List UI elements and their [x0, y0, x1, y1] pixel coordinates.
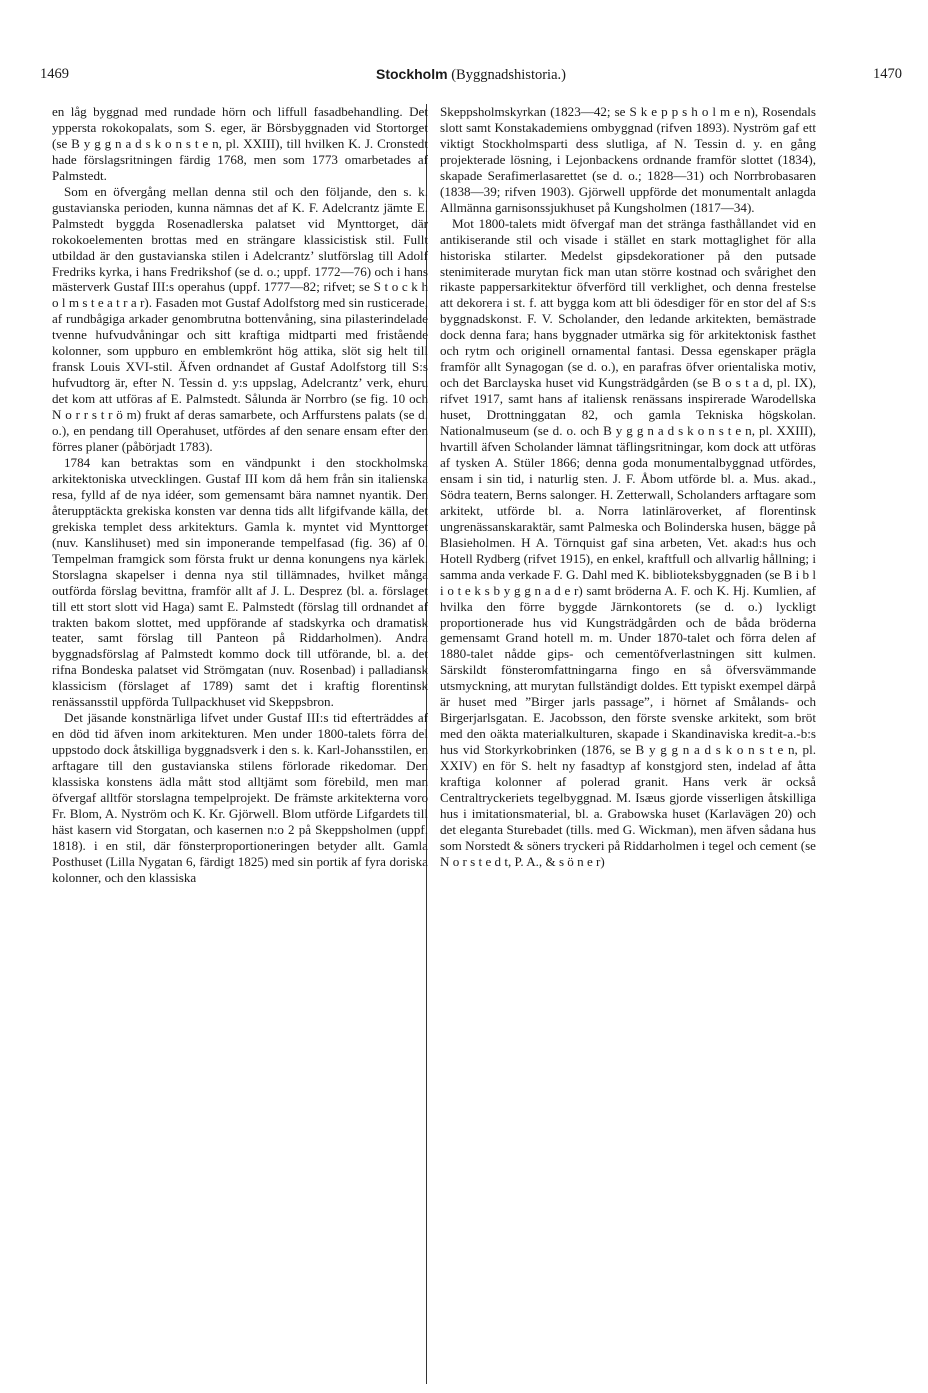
paragraph: en låg byggnad med rundade hörn och liffull fasadbehandling. Det yppersta rokokopalats, som S. eger, är Börsbyggnaden vid Stortorget (se B y g g n a d s k o n s t e n, pl. XXIII), till hvilken K. J. Cronstedt hade förslagsritningen färdig 1768, men som 1773 omarbetades af Palmstedt.	[52, 104, 428, 183]
paragraph: Som en öfvergång mellan denna stil och den följande, den s. k. gustavianska perioden, kunna nämnas det af K. F. Adelcrantz jämte E. Palmstedt byggda Rosenadlerska palatset vid Mynttorget, där rokokoelementen brottas med en strängare klassicistisk stil. Fullt utbildad är den gustavianska stilen i Adelcrantz’ slutförslag till Adolf Fredriks kyrka, i hans Fredrikshof (se d. o.; uppf. 1772—76) och i hans mästerverk Gustaf III:s operahus (uppf. 1777—82; rifvet; se S t o c k h o l m s t e a t r a r). Fasaden mot Gustaf Adolfstorg med sin rusticerade, af rundbågiga arkader genombrutna bottenvåning, sina pilasterindelade tvenne hufvudvåningar och sitt kraftiga midtparti med fristående kolonner, som uppburo en emblemkrönt hög attika, slöt sig helt till fransk Louis XVI-stil. Äfven ordnandet af Gustaf Adolfstorg till S:s hufvudtorg är, efter N. Tessin d. y:s uppslag, Adelcrantz’ verk, ehuru det kom att utföras af E. Palmstedt. Sålunda är Norrbro (se fig. 10 och N o r r s t r ö m) frukt af deras samarbete, och Arffurstens palats (se d. o.), en pendang till Operahuset, utfördes af den senare ensam efter den förres planer (påbörjadt 1783).	[52, 183, 428, 455]
paragraph: 1784 kan betraktas som en vändpunkt i den stockholmska arkitektoniska utvecklingen. Gustaf III kom då hem från sin italienska resa, fylld af de nya idéer, som gemensamt bära namnet nyantik. Den återupptäckta grekiska konsten var denna tids allt lifgifvande källa, det grekiska templet dess arkitekturs. Gamla k. myntet vid Mynttorget (nuv. Kanslihuset) med sin imponerande tempelfasad (fig. 36) af 0. Tempelman framgick som första frukt ur denna konungens nya kärlek. Storslagna skapelser i denna nya stil tillämnades, hvilket många outförda förslag bevittna, framför allt af J. L. Desprez (bl. a. förslaget till ett stort slott vid Haga) samt E. Palmstedt (förslag till ordnandet af trakten bakom slottet, med uppförande af stadskyrka och dramatisk teater, samt förslag till Panteon på Riddarholmen). Andra byggnadsförslag af Palmstedt kommo dock till utförande, bl. a. det rifna Bondeska palatset vid Strömgatan (nuv. Rosenbad) i palladiansk klassicism (förslaget af 1789) samt det i kraftig florentinsk renässansstil uppförda Tullpackhuset vid Skeppsbron.	[52, 454, 428, 710]
page-number-left: 1469	[40, 66, 69, 82]
running-title-main: Stockholm	[376, 66, 448, 82]
paragraph: Mot 1800-talets midt öfvergaf man det stränga fasthållandet vid en antikiserande stil och visade i stället en stark mottaglighet för alla historiska stilarter. Medelst gipsdekorationer på den putsade stenimiterade murytan fick man utan större kostnad och svårighet den rikaste pappersarkitektur öfverförd till verklighet, och denna frestelse att dekorera i st. f. att bygga kom att bli ödesdiger för en stor del af S:s byggnadskonst. F. V. Scholander, den ledande arkitekten, bemästrade dock denna fara; hans byggnader utmärka sig för arkitektonisk fasthet och rytm och originell ornamental fantasi. Dessa egenskaper prägla framför allt Synagogan (se d. o.), en parafras öfver orientaliska motiv, och det Barclayska huset vid Kungsträdgården (se B o s t a d, pl. IX), rifvet 1917, samt hans af italiensk renässans inspirerade Warodellska huset, Drottninggatan 82, och gamla Tekniska högskolan. Nationalmuseum (se d. o. och B y g g n a d s k o n s t e n, pl. XXIII), hvartill äfven Scholander lämnat täflingsritningar, kom dock att utföras af tysken A. Stüler 1866; denna goda monumentalbyggnad utfördes, ensam i sin tid, i naturlig sten. J. F. Åbom utförde bl. a. Mus. akad., Södra teatern, Berns salonger. H. Zetterwall, Scholanders arftagare som arkitekt, utförde bl. a. Norra latinläroverket, af florentinsk ungrenässanskaraktär, samt Palmeska och Bolinderska husen, bägge på Blasieholmen. H A. Törnquist gaf sina arbeten, Vet. akad:s hus och Hotell Rydberg (rifvet 1915), en enkel, kraftfull och allvarlig hållning; i samma anda verkade F. G. Dahl med K. biblioteksbyggnaden (se B i b l i o t e k s b y g g n a d e r) samt bröderna A. F. och K. Hj. Kumlien, af hvilka den förre byggde Järnkontorets (se d. o.) lyckligt proportionerade hus vid Kungsträdgården och de båda bröderna gemensamt Grand hotell m. m. Under 1870-talet och förra delen af 1880-talet nådde gips- och cementöfverlastningen sitt kulmen. Särskildt fönsteromfattningarna fingo en så öfversvämmande utsmyckning, att murytan fullständigt doldes. Ett typiskt exempel därpå är huset med ”Birger jarls passage”, i hörnet af Smålands- och Birgerjarlsgatan. E. Jacobsson, den förste svenske arkitekt, som bröt med den oäkta materialkulturen, skapade i Skandinaviska kredit-a.-b:s hus vid Storkyrkobrinken (1876, se B y g g n a d s k o n s t e n, pl. XXIV) en för S. helt ny fasadtyp af konstgjord sten, indelad af åtta kraftiga kolonner af polerad granit. Hans verk är också Centraltryckeriets tegelbyggnad. M. Isæus gjorde visserligen åtskilliga hus i imitationsmaterial, bl. a. Grabowska huset (Karlavägen 20) och det eleganta Sturebadet (tills. med G. Wickman), men äfven sådana hus som Norstedt & söners tryckeri på Riddarholmen i tegel och cement (se N o r s t e d t, P. A., & s ö n e r)	[440, 215, 816, 869]
right-column	[440, 104, 816, 870]
page-header	[40, 66, 902, 86]
page-number-right: 1470	[873, 66, 902, 82]
running-title-sub: (Byggnadshistoria.)	[451, 67, 566, 83]
paragraph: Skeppsholmskyrkan (1823—42; se S k e p p s h o l m e n), Rosendals slott samt Konstakademiens ombyggnad (rifven 1893). Nyström gaf ett viktigt Stockholmsparti dess slutliga, af N. Tessin d. y. en gång projekterade lösning, i Lejonbackens ordnande framför slottet (1834), skapade Serafimerlasarettet (se d. o.; 1828—31) och Norrbrobasaren (1838—39; rifven 1903). Gjörwell uppförde det monumentalt anlagda Allmänna garnisonssjukhuset på Kungsholmen (1817—34).	[440, 104, 816, 215]
paragraph: Det jäsande konstnärliga lifvet under Gustaf III:s tid efterträddes af en död tid äfven inom arkitekturen. Men under 1800-talets förra del uppstodo dock åtskilliga byggnadsverk i den s. k. Karl-Johansstilen, en arftagare till den gustavianska stilens förlorade rikedomar. Den klassiska konstens ädla mått stod alltjämt som förebild, men man öfvergaf alltför storslagna tempelprojekt. De främste arkitekterna voro Fr. Blom, A. Nyström och K. Kr. Gjörwell. Blom utförde Lifgardets till häst kasern vid Storgatan, och kasernen n:o 2 på Skeppsholmen (uppf. 1818). i en stil, där fönsterproportioneringen betyder allt. Gamla Posthuset (Lilla Nygatan 6, färdigt 1825) med sin portik af fyra doriska kolonner, och den klassiska	[52, 710, 428, 885]
running-title	[40, 66, 902, 84]
left-column	[52, 104, 428, 886]
